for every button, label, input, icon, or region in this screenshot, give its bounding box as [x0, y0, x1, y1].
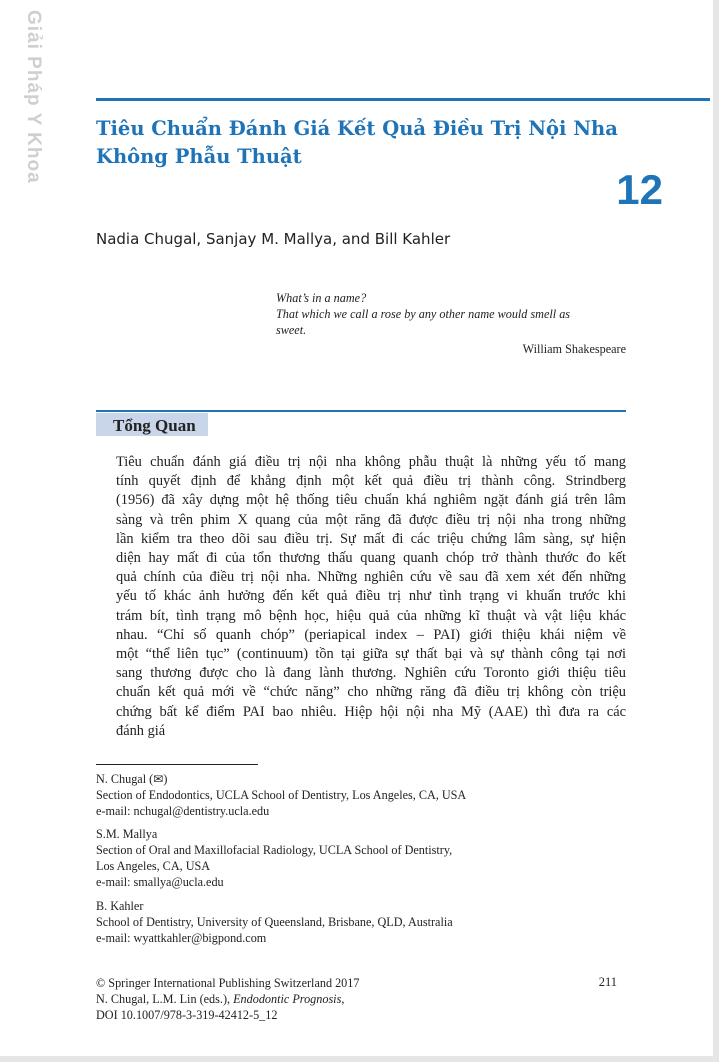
chapter-title-line-2: Không Phẫu Thuật	[96, 145, 302, 168]
citation-line	[96, 991, 626, 1007]
section-heading-text: Tổng Quan	[113, 416, 196, 435]
watermark: Giải Pháp Y Khoa	[23, 10, 44, 184]
section-rule	[96, 410, 626, 412]
copyright-block	[96, 975, 626, 1023]
epigraph-line: What’s in a name?	[276, 291, 367, 305]
affiliation-email[interactable]: e-mail: wyattkahler@bigpond.com	[96, 931, 267, 945]
body-line: diện hay mất đi của tổn thương thấu quang quanh chóp trở thành thước đo kết	[116, 550, 626, 567]
affiliation-kahler	[96, 898, 616, 946]
affiliation-email[interactable]: e-mail: nchugal@dentistry.ucla.edu	[96, 804, 270, 818]
affiliation-name: B. Kahler	[96, 899, 144, 913]
citation-editors: N. Chugal, L.M. Lin (eds.),	[96, 992, 234, 1006]
affiliation-name: N. Chugal (✉)	[96, 772, 168, 786]
epigraph-attribution: William Shakespeare	[522, 342, 626, 356]
body-line: đánh giá	[116, 722, 166, 739]
epigraph-line: sweet.	[276, 323, 307, 337]
affiliation-address: Section of Endodontics, UCLA School of Dentistry, Los Angeles, CA, USA	[96, 788, 467, 802]
affiliation-mallya	[96, 826, 616, 890]
doi-line[interactable]: DOI 10.1007/978-3-319-42412-5_12	[96, 1008, 278, 1022]
section-heading	[96, 413, 208, 436]
citation-book-title: Endodontic Prognosis	[233, 992, 342, 1006]
body-line: lần kiểm tra theo dõi sau điều trị. Sự mất đi các triệu chứng lâm sàng, sự hiện	[116, 530, 626, 547]
body-line: chuẩn kết quả mới về “chức năng” cho những răng đã điều trị không còn triệu	[116, 684, 626, 701]
chapter-title	[96, 115, 686, 171]
page-number: 211	[598, 975, 617, 989]
affiliation-address: Section of Oral and Maxillofacial Radiology, UCLA School of Dentistry,	[96, 843, 453, 857]
epigraph-line: That which we call a rose by any other name would smell as	[276, 307, 571, 321]
affiliation-name: S.M. Mallya	[96, 827, 158, 841]
body-line: Tiêu chuẩn đánh giá điều trị nội nha không phẫu thuật là những yếu tố mang	[116, 454, 626, 470]
body-line: (1956) đã xây dựng một hệ thống tiêu chuẩn khá nghiêm ngặt đánh giá trên lâm	[116, 492, 626, 509]
affiliation-email[interactable]: e-mail: smallya@ucla.edu	[96, 875, 224, 889]
citation-suffix: ,	[341, 992, 345, 1006]
body-paragraph	[116, 453, 626, 741]
body-line: trám bít, tình trạng mô bệnh học, hiệu quả của những kĩ thuật và vật liệu khác	[116, 607, 626, 624]
body-line: nhau. “Chỉ số quanh chóp” (periapical index – PAI) giới thiệu khái niệm về	[116, 626, 626, 643]
affiliation-address: School of Dentistry, University of Queensland, Brisbane, QLD, Australia	[96, 915, 453, 929]
chapter-top-rule	[96, 98, 710, 101]
body-line: sang thương được cho là đang lành thương. Nghiên cứu Toronto giới thiệu tiêu	[116, 665, 626, 682]
body-line: chứng bất kể điểm PAI bao nhiêu. Hiệp hội nội nha Mỹ (AAE) thì đưa ra các	[116, 703, 626, 720]
body-line: sàng và trên phim X quang của một răng đã được điều trị nội nha trong những	[116, 511, 626, 528]
authors: Nadia Chugal, Sanjay M. Mallya, and Bill Kahler	[96, 230, 451, 248]
body-line: quả chính của điều trị nội nha. Những nghiên cứu về sau đã xem xét đến những	[116, 569, 626, 586]
body-line: một “thể liên tục” (continuum) tồn tại giữa sự thất bại và sự thành công tại nơi	[116, 646, 626, 663]
footnote-rule	[96, 764, 258, 765]
affiliation-address: Los Angeles, CA, USA	[96, 859, 211, 873]
chapter-title-line-1: Tiêu Chuẩn Đánh Giá Kết Quả Điều Trị Nội Nha	[96, 117, 618, 140]
epigraph	[276, 290, 626, 357]
body-line: yếu tố khác ảnh hưởng đến kết quả điều trị như tình trạng vi khuẩn trước khi	[116, 588, 626, 605]
body-line: tính quyết định để khẳng định một kết quả điều trị thành công. Strindberg	[116, 473, 626, 490]
chapter-number: 12	[616, 166, 663, 213]
copyright-line: © Springer International Publishing Switzerland 2017	[96, 976, 360, 990]
affiliation-chugal	[96, 771, 616, 819]
